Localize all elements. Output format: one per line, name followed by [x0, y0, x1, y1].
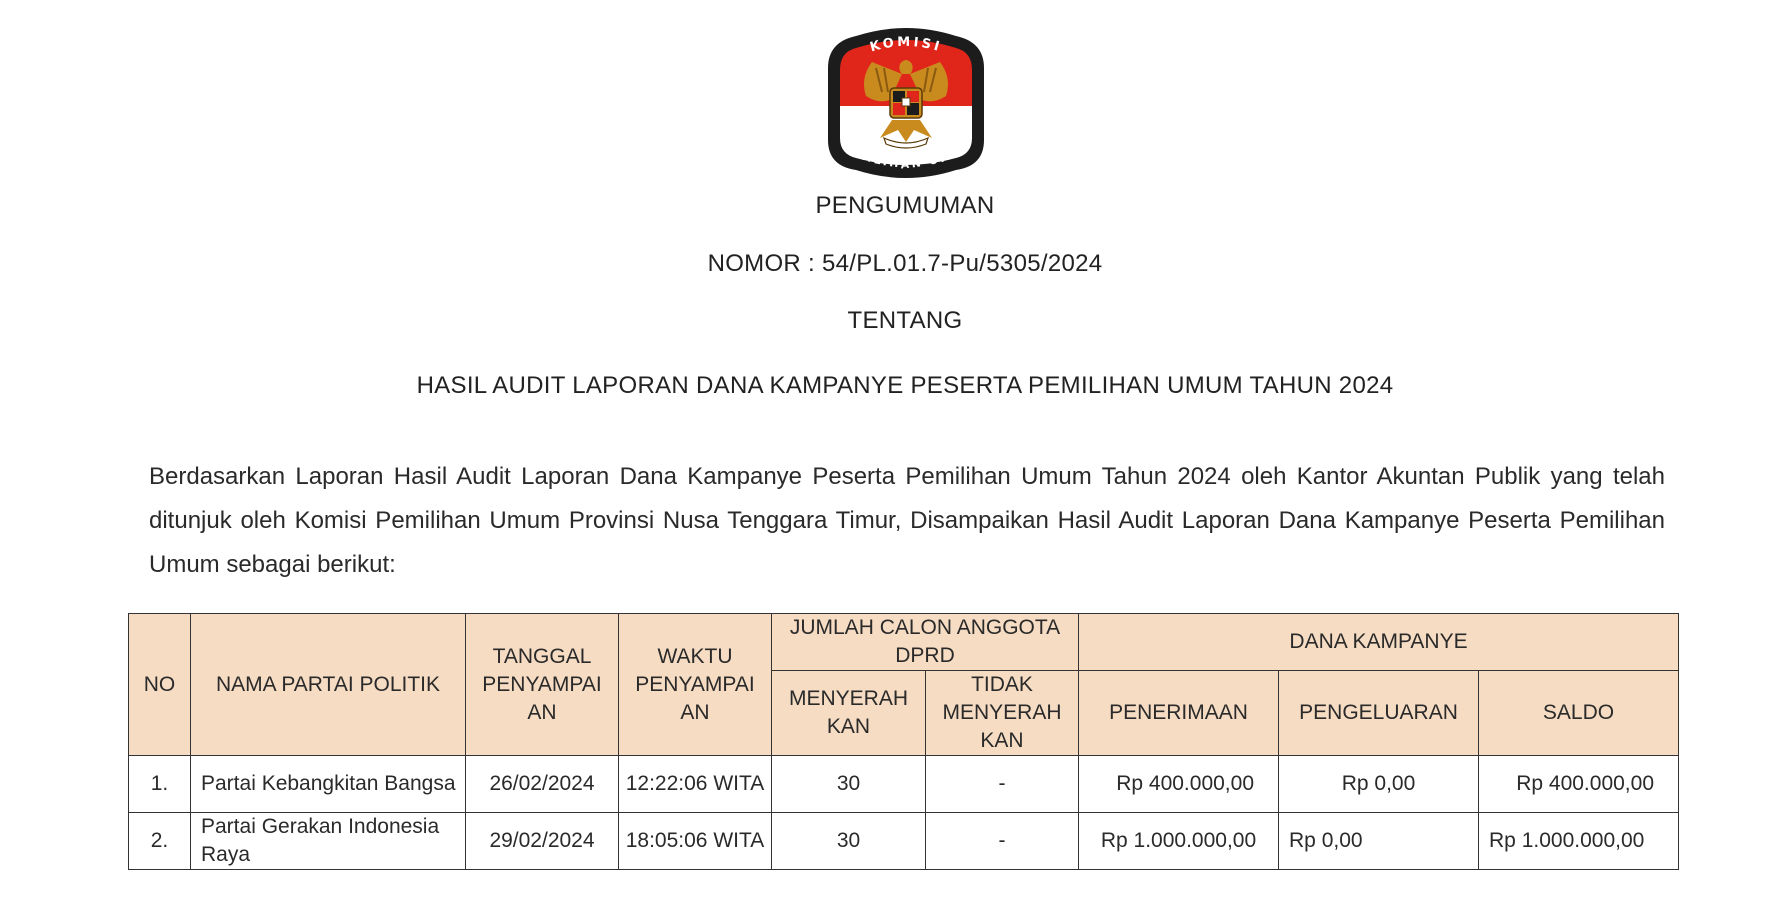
col-submission-date: TANGGAL PENYAMPAI AN [466, 614, 619, 756]
cell-not-submitted: - [926, 813, 1079, 870]
cell-date: 26/02/2024 [466, 756, 619, 813]
cell-income: Rp 1.000.000,00 [1079, 813, 1279, 870]
intro-paragraph: Berdasarkan Laporan Hasil Audit Laporan Dana Kampanye Peserta Pemilihan Umum Tahun 2024 oleh Kantor Akuntan Publik yang telah ditunjuk oleh Komisi Pemilihan Umum Provinsi Nusa Tenggara Timur, Disampaikan Hasil Audit Laporan Dana Kampanye Peserta Pemilihan Umum sebagai berikut: [149, 463, 1665, 578]
col-income: PENERIMAAN [1079, 671, 1279, 756]
cell-income: Rp 400.000,00 [1079, 756, 1279, 813]
logo-text-top: KOMISI [868, 34, 944, 56]
announcement-number: NOMOR : 54/PL.01.7-Pu/5305/2024 [707, 250, 1103, 277]
cell-time: 12:22:06 WITA [619, 756, 772, 813]
audit-table [128, 613, 1679, 870]
cell-party-name: Partai Kebangkitan Bangsa [191, 756, 466, 813]
table-row [129, 756, 1679, 813]
cell-submitted: 30 [772, 756, 926, 813]
cell-not-submitted: - [926, 756, 1079, 813]
announcement-title: PENGUMUMAN [815, 192, 995, 219]
table-row [129, 813, 1679, 870]
col-balance: SALDO [1479, 671, 1679, 756]
cell-time: 18:05:06 WITA [619, 813, 772, 870]
cell-no: 2. [129, 813, 191, 870]
table-header-row [129, 614, 1679, 671]
col-expense: PENGELUARAN [1279, 671, 1479, 756]
cell-expense: Rp 0,00 [1279, 813, 1479, 870]
cell-no: 1. [129, 756, 191, 813]
col-submission-time: WAKTU PENYAMPAI AN [619, 614, 772, 756]
cell-date: 29/02/2024 [466, 813, 619, 870]
col-not-submitted: TIDAK MENYERAH KAN [926, 671, 1079, 756]
col-party-name: NAMA PARTAI POLITIK [191, 614, 466, 756]
kpu-logo [826, 26, 986, 178]
col-submitted: MENYERAH KAN [772, 671, 926, 756]
cell-party-name: Partai Gerakan Indonesia Raya [191, 813, 466, 870]
cell-balance: Rp 400.000,00 [1479, 756, 1679, 813]
cell-balance: Rp 1.000.000,00 [1479, 813, 1679, 870]
col-no: NO [129, 614, 191, 756]
col-campaign-funds: DANA KAMPANYE [1079, 614, 1679, 671]
col-candidate-count: JUMLAH CALON ANGGOTA DPRD [772, 614, 1079, 671]
cell-expense: Rp 0,00 [1279, 756, 1479, 813]
announcement-about: TENTANG [847, 307, 963, 334]
logo-text-bottom: PEMILIHAN UMUM [837, 135, 975, 172]
announcement-subject: HASIL AUDIT LAPORAN DANA KAMPANYE PESERTA PEMILIHAN UMUM TAHUN 2024 [416, 372, 1394, 399]
cell-submitted: 30 [772, 813, 926, 870]
